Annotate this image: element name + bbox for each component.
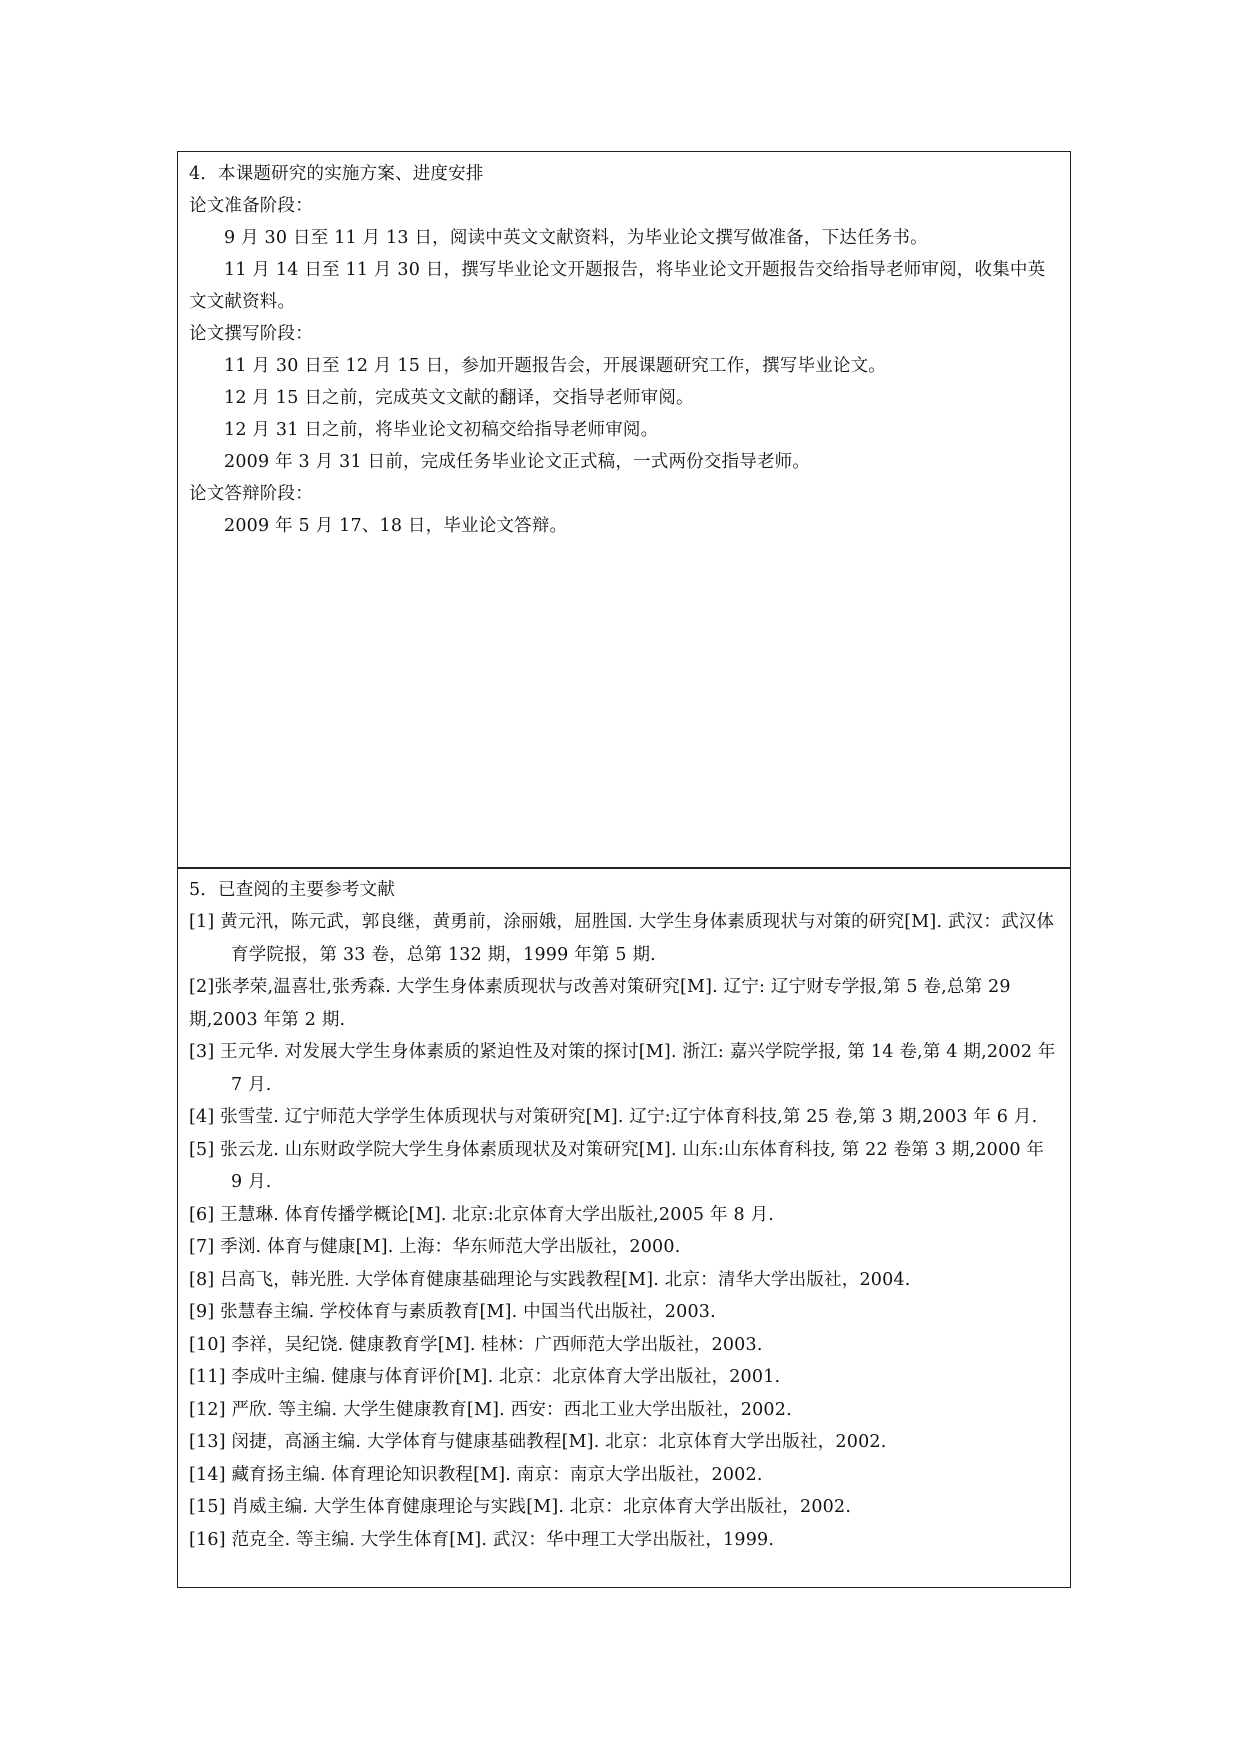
references-section: [177, 867, 1071, 1588]
section-4-heading: 4．本课题研究的实施方案、进度安排: [189, 164, 484, 184]
reference-item: [11] 李成叶主编. 健康与体育评价[M]. 北京：北京体育大学出版社，2001.: [189, 1367, 781, 1387]
schedule-item: 12 月 15 日之前，完成英文文献的翻译，交指导老师审阅。: [224, 388, 694, 408]
reference-item: [16] 范克全. 等主编. 大学生体育[M]. 武汉：华中理工大学出版社，1999.: [189, 1529, 775, 1550]
reference-item: [2]张孝荣,温喜壮,张秀森. 大学生身体素质现状与改善对策研究[M]. 辽宁: 辽宁财专学报,第 5 卷,总第 29 期,2003 年第 2 期.: [189, 977, 1011, 1030]
reference-item: [3] 王元华. 对发展大学生身体素质的紧迫性及对策的探讨[M]. 浙江: 嘉兴学院学报, 第 14 卷,第 4 期,2002 年 7 月.: [189, 1042, 1056, 1095]
implementation-plan-section: [177, 151, 1071, 869]
stage-preparation-title: 论文准备阶段：: [189, 196, 313, 216]
stage-writing-title: 论文撰写阶段：: [189, 324, 313, 344]
reference-item: [13] 闵捷，高涵主编. 大学体育与健康基础教程[M]. 北京：北京体育大学出版社，2002.: [189, 1432, 887, 1452]
schedule-item: 2009 年 3 月 31 日前，完成任务毕业论文正式稿，一式两份交指导老师。: [224, 452, 811, 472]
reference-item: [4] 张雪莹. 辽宁师范大学学生体质现状与对策研究[M]. 辽宁:辽宁体育科技,第 25 卷,第 3 期,2003 年 6 月.: [189, 1107, 1038, 1127]
schedule-item: 11 月 14 日至 11 月 30 日，撰写毕业论文开题报告，将毕业论文开题报告交给指导老师审阅，收集中英文文献资料。: [189, 260, 1046, 312]
reference-item: [1] 黄元汛，陈元武，郭良继，黄勇前，涂丽娥，屈胜国. 大学生身体素质现状与对策的研究[M]. 武汉：武汉体育学院报，第 33 卷，总第 132 期，1999 年第 5 期.: [189, 912, 1055, 965]
reference-item: [8] 吕高飞，韩光胜. 大学体育健康基础理论与实践教程[M]. 北京：清华大学出版社，2004.: [189, 1269, 911, 1290]
stage-defense-title: 论文答辩阶段：: [189, 484, 313, 504]
reference-item: [9] 张慧春主编. 学校体育与素质教育[M]. 中国当代出版社，2003.: [189, 1302, 716, 1322]
reference-item: [5] 张云龙. 山东财政学院大学生身体素质现状及对策研究[M]. 山东:山东体育科技, 第 22 卷第 3 期,2000 年 9 月.: [189, 1139, 1045, 1192]
reference-item: [10] 李祥，吴纪饶. 健康教育学[M]. 桂林：广西师范大学出版社，2003.: [189, 1334, 763, 1355]
reference-item: [14] 藏育扬主编. 体育理论知识教程[M]. 南京：南京大学出版社，2002.: [189, 1464, 763, 1485]
reference-item: [6] 王慧琳. 体育传播学概论[M]. 北京:北京体育大学出版社,2005 年 8 月.: [189, 1204, 775, 1225]
reference-item: [7] 季浏. 体育与健康[M]. 上海：华东师范大学出版社，2000.: [189, 1237, 681, 1257]
schedule-item: 9 月 30 日至 11 月 13 日，阅读中英文文献资料，为毕业论文撰写做准备，下达任务书。: [224, 228, 928, 248]
reference-item: [12] 严欣. 等主编. 大学生健康教育[M]. 西安：西北工业大学出版社，2002.: [189, 1399, 792, 1420]
schedule-item: 11 月 30 日至 12 月 15 日，参加开题报告会，开展课题研究工作，撰写毕业论文。: [224, 356, 887, 376]
schedule-item: 2009 年 5 月 17、18 日，毕业论文答辩。: [224, 516, 568, 536]
reference-item: [15] 肖威主编. 大学生体育健康理论与实践[M]. 北京：北京体育大学出版社，2002.: [189, 1497, 852, 1517]
section-5-heading: 5．已查阅的主要参考文献: [189, 880, 396, 900]
schedule-item: 12 月 31 日之前，将毕业论文初稿交给指导老师审阅。: [224, 420, 659, 440]
